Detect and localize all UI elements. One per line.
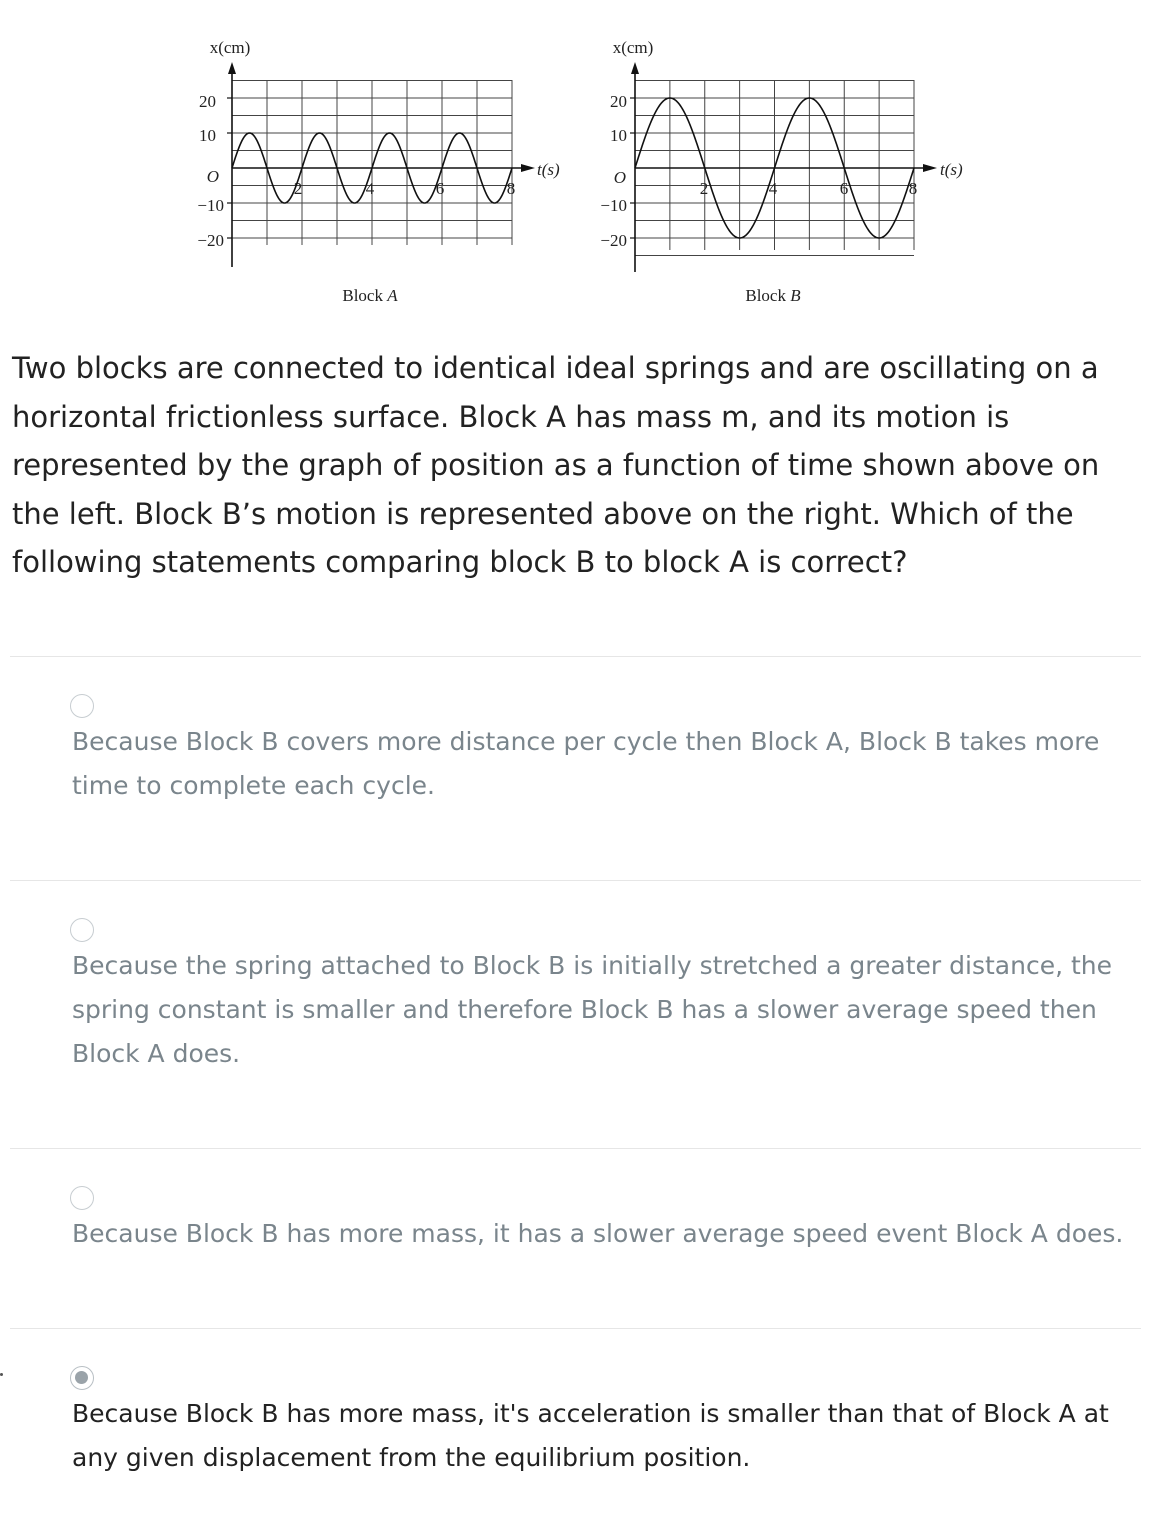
grid [232,80,512,245]
y-tick-10: 10 [199,126,216,145]
edge-marker [0,1373,3,1376]
caption-prefix: Block [342,286,388,305]
radio-button[interactable] [70,694,94,718]
block-b-graph [600,38,963,305]
physics-figure [0,0,1150,320]
y-tick-neg20: −20 [600,231,627,250]
t-axis-arrow [521,164,535,172]
answer-text[interactable]: Because Block B has more mass, it's acceleration is smaller than that of Block A at any given displacement from the equilibrium position. [72,1399,1109,1472]
divider [10,1328,1141,1329]
y-tick-neg10: −10 [600,196,627,215]
x-tick-8: 8 [908,179,918,198]
caption-prefix: Block [745,286,791,305]
divider [10,880,1141,881]
y-tick-neg10: −10 [197,196,224,215]
graph-caption [342,286,398,305]
radio-button-selected[interactable] [70,1366,94,1390]
question-text: Two blocks are connected to identical ideal springs and are oscillating on a horizontal frictionless surface. Block A has mass m, and its motion is represented by the graph of position as a function of time shown above on the left. Block B’s motion is represented above on the right. Which of the following statements comparing block B to block A is correct? [12,351,1100,579]
answer-text[interactable]: Because Block B has more mass, it has a slower average speed event Block A does. [72,1219,1124,1248]
divider [10,1148,1141,1149]
answer-text[interactable]: Because the spring attached to Block B is initially stretched a greater distance, the spring constant is smaller and therefore Block B has a slower average speed then Block A does. [72,951,1112,1068]
radio-button[interactable] [70,918,94,942]
y-tick-10: 10 [610,126,627,145]
y-axis-label: x(cm) [612,38,654,57]
caption-letter: A [387,286,398,305]
x-tick-6: 6 [839,179,849,198]
origin-label: O [206,167,219,186]
x-tick-4: 4 [768,179,778,198]
y-tick-neg20: −20 [197,231,224,250]
y-axis-label: x(cm) [209,38,251,57]
x-tick-6: 6 [435,179,445,198]
y-axis-arrow [631,62,639,74]
answer-text[interactable]: Because Block B covers more distance per cycle then Block A, Block B takes more time to complete each cycle. [72,727,1100,800]
y-tick-20: 20 [199,92,216,111]
x-tick-4: 4 [365,179,375,198]
origin-label: O [613,168,626,187]
x-tick-2: 2 [699,179,709,198]
graph-caption [745,286,801,305]
x-axis-label: t(s) [940,160,963,179]
x-axis-label: t(s) [537,160,560,179]
block-a-graph [197,38,560,305]
divider [10,656,1141,657]
y-axis-arrow [228,62,236,74]
radio-button[interactable] [70,1186,94,1210]
caption-letter: B [790,286,801,305]
t-axis-arrow [923,164,937,172]
x-tick-2: 2 [293,179,303,198]
x-tick-8: 8 [506,179,516,198]
y-tick-20: 20 [610,92,627,111]
